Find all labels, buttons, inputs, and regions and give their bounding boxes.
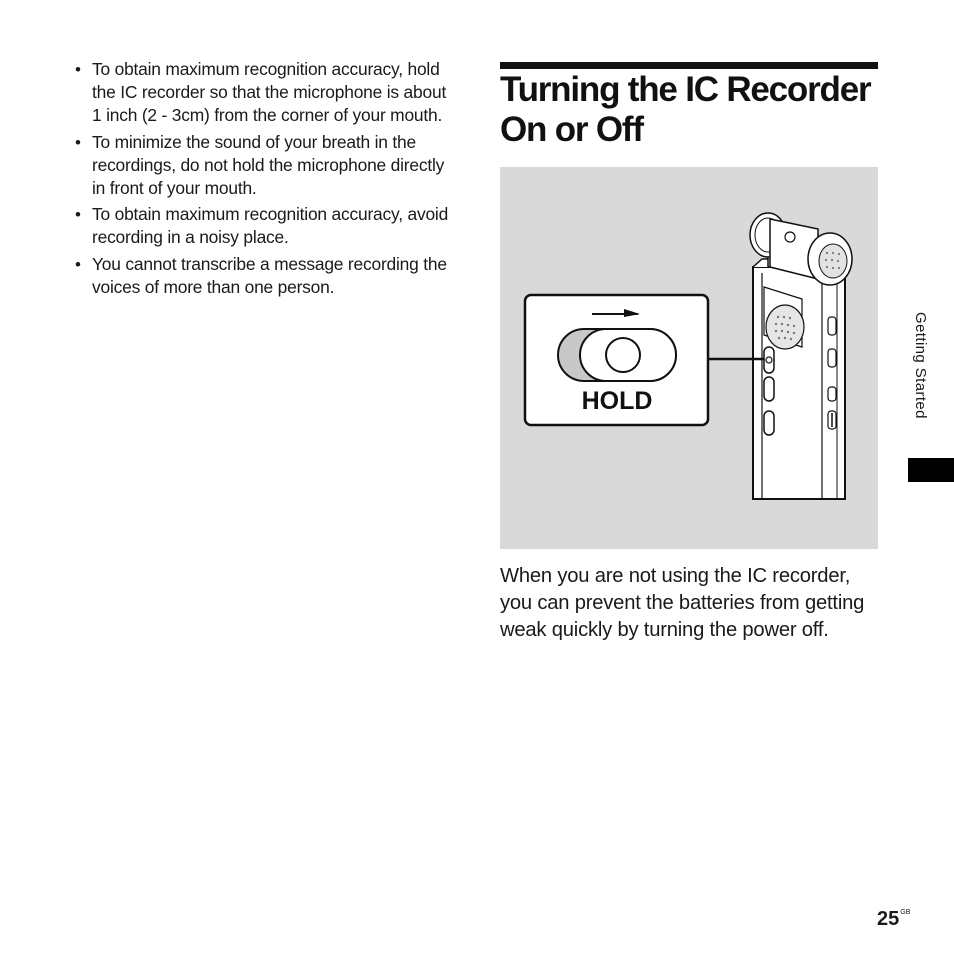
bullet: • — [75, 132, 81, 152]
tips-list — [72, 58, 457, 302]
bullet: • — [75, 254, 81, 274]
page-number-value: 25 — [877, 908, 900, 930]
section-body: When you are not using the IC recorder, you can prevent the batteries from getting weak quickly by turning the power off. — [500, 565, 865, 641]
page-number — [877, 908, 910, 931]
bullet: • — [75, 60, 81, 79]
side-tab — [897, 312, 927, 452]
title-rule — [500, 62, 878, 69]
list-item — [72, 131, 457, 200]
recorder-body — [753, 259, 845, 499]
side-tab-marker — [908, 458, 954, 482]
tip-text: To obtain maximum recognition accuracy, hold the IC recorder so that the microphone is about 1 inch (2 - 3cm) from the corner of your mouth. — [92, 59, 447, 125]
hold-switch-figure — [500, 167, 878, 549]
tip-text: You cannot transcribe a message recording the voices of more than one person. — [92, 253, 447, 297]
hold-label: HOLD — [581, 387, 653, 415]
list-item — [72, 203, 457, 249]
tip-text: To obtain maximum recognition accuracy, avoid recording in a noisy place. — [92, 204, 449, 247]
bullet: • — [75, 205, 81, 224]
tip-text: To minimize the sound of your breath in the recordings, do not hold the microphone directly in front of your mouth. — [92, 131, 445, 198]
list-item — [72, 253, 457, 299]
side-tab-label: Getting Started — [912, 312, 929, 419]
section-title: Turning the IC Recorder On or Off — [500, 70, 871, 149]
ic-recorder-illustration — [500, 167, 878, 549]
list-item — [72, 58, 457, 127]
page-number-suffix: GB — [900, 909, 911, 916]
